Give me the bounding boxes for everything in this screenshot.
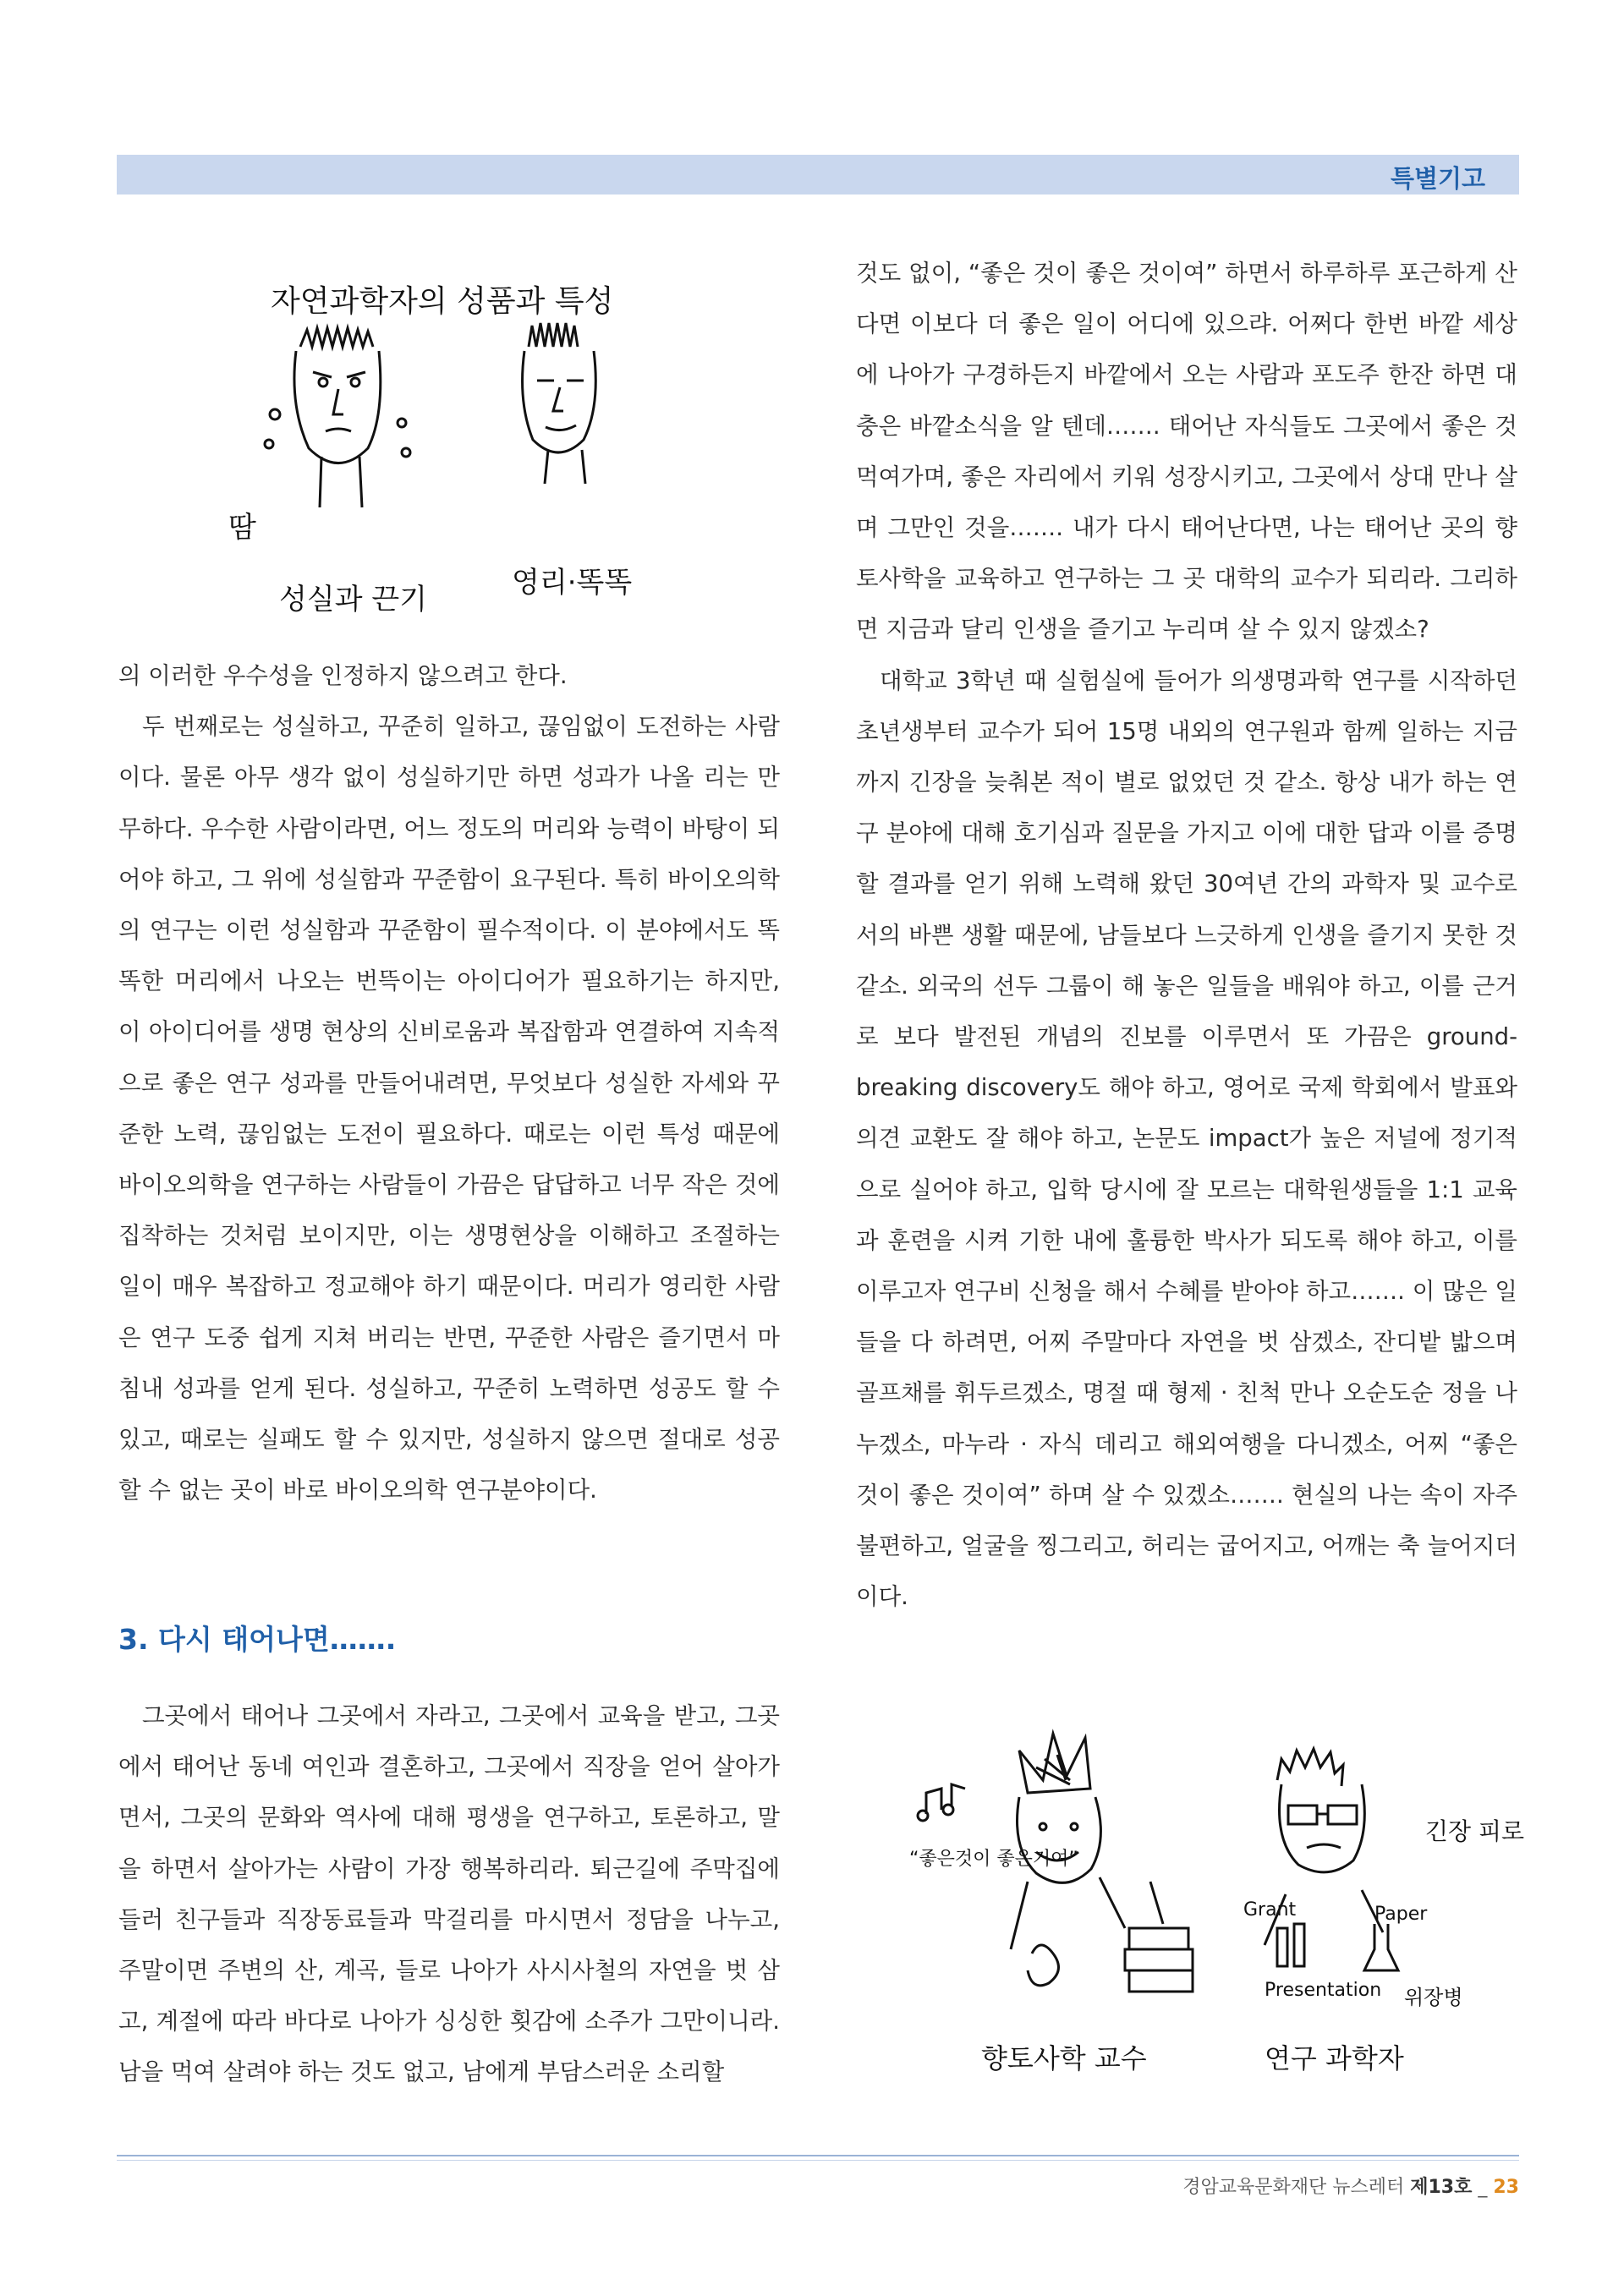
section-tag: 특별기고 [1390,164,1485,193]
issue-number: 제13호 [1410,2177,1473,2198]
professor-scientist-drawing [901,1712,1525,2085]
diligence-label: 성실과 끈기 [279,583,428,616]
paragraph: 두 번째로는 성실하고, 꾸준히 일하고, 끊임없이 도전하는 사람이다. 물론 아무 생각 없이 성실하기만 하면 성과가 나올 리는 만무하다. 우수한 사람이라면, 어느 정도의 머리와 능력이 바탕이 되어야 하고, 그 위에 성실함과 꾸준함이 요구된다. 특히 바이오의학의 연구는 이런 성실함과 꾸준함이 필수적이다. 이 분야에서도 똑똑한 머리에서 나오는 번뜩이는 아이디어가 필요하기는 하지만, 이 아이디어를 생명 현상의 신비로움과 복잡함과 연결하여 지속적으로 좋은 연구 성과를 만들어내려면, 무엇보다 성실한 자세와 꾸준한 노력, 끊임없는 도전이 필요하다. 때로는 이런 특성 때문에 바이오의학을 연구하는 사람들이 가끔은 답답하고 너무 작은 것에 집착하는 것처럼 보이지만, 이는 생명현상을 이해하고 조절하는 일이 매우 복잡하고 정교해야 하기 때문이다. 머리가 영리한 사람은 연구 도중 쉽게 지쳐 버리는 반면, 꾸준한 사람은 즐기면서 마침내 성과를 얻게 된다. 성실하고, 꾸준히 노력하면 성공도 할 수 있고, 때로는 실패도 할 수 있지만, 성실하지 않으면 절대로 성공할 수 없는 곳이 바로 바이오의학 연구분야이다. [118,713,780,1504]
professor-label: 향토사학 교수 [981,2042,1147,2074]
section-heading: 3. 다시 태어나면……. [118,1623,397,1656]
paragraph: 대학교 3학년 때 실험실에 들어가 의생명과학 연구를 시작하던 초년생부터 교수가 되어 15명 내외의 연구원과 함께 일하는 지금까지 긴장을 늦춰본 적이 별로 없었던 것 같소. 항상 내가 하는 연구 분야에 대해 호기심과 질문을 가지고 이에 대한 답과 이를 증명할 결과를 얻기 위해 노력해 왔던 30여년 간의 과학자 및 교수로서의 바쁜 생활 때문에, 남들보다 느긋하게 인생을 즐기지 못한 것 같소. 외국의 선두 그룹이 해 놓은 일들을 배워야 하고, 이를 근거로 보다 발전된 개념의 진보를 이루면서 또 가끔은 ground-breaking discovery도 해야 하고, 영어로 국제 학회에서 발표와 의견 교환도 잘 해야 하고, 논문도 impact가 높은 저널에 정기적으로 실어야 하고, 입학 당시에 잘 모르는 대학원생들을 1:1 교육과 훈련을 시켜 기한 내에 훌륭한 박사가 되도록 해야 하고, 이를 이루고자 연구비 신청을 해서 수혜를 받아야 하고……. 이 많은 일들을 다 하려면, 어찌 주말마다 자연을 벗 삼겠소, 잔디밭 밟으며 골프채를 휘두르겠소, 명절 때 형제 · 친척 만나 오순도순 정을 나누겠소, 마누라 · 자식 데리고 해외여행을 다니겠소, 어찌 “좋은 것이 좋은 것이여” 하며 살 수 있겠소……. 현실의 나는 속이 자주 불편하고, 얼굴을 찡그리고, 허리는 굽어지고, 어깨는 축 늘어지더이다. [856,666,1517,1611]
scientist-traits-drawing [228,254,677,634]
smart-label: 영리·똑똑 [512,566,633,600]
paragraph: 그곳에서 태어나 그곳에서 자라고, 그곳에서 교육을 받고, 그곳에서 태어난 동네 여인과 결혼하고, 그곳에서 직장을 얻어 살아가면서, 그곳의 문화와 역사에 대해 평생을 연구하고, 토론하고, 말을 하면서 살아가는 사람이 가장 행복하리라. 퇴근길에 주막집에 들러 친구들과 직장동료들과 막걸리를 마시면서 정담을 나누고, 주말이면 주변의 산, 계곡, 들로 나아가 사시사철의 자연을 벗 삼고, 계절에 따라 바다로 나아가 싱싱한 횟감에 소주가 그만이니라. 남을 먹여 살려야 하는 것도 없고, 남에게 부담스러운 소리할 [118,1702,780,2086]
tension-label: 긴장 피로 [1425,1817,1525,1845]
smart-face [523,323,596,484]
right-column-body [856,248,1517,1622]
publication-name: 경암교육문화재단 뉴스레터 [1182,2177,1405,2198]
illustration-professor-vs-scientist [901,1712,1525,2085]
grant-label: Grant [1243,1899,1297,1921]
left-column-section3 [118,1690,780,2098]
paragraph: 것도 없이, “좋은 것이 좋은 것이여” 하면서 하루하루 포근하게 산다면 이보다 더 좋은 일이 어디에 있으랴. 어쩌다 한번 바깥 세상에 나아가 구경하든지 바깥에서 오는 사람과 포도주 한잔 하면 대충은 바깥소식을 알 텐데……. 태어난 자식들도 그곳에서 좋은 것 먹여가며, 좋은 자리에서 키워 성장시키고, 그곳에서 상대 만나 살며 그만인 것을……. 내가 다시 태어난다면, 나는 태어난 곳의 향토사학을 교육하고 연구하는 그 곳 대학의 교수가 되리라. 그리하면 지금과 달리 인생을 즐기고 누리며 살 수 있지 않겠소? [856,260,1517,644]
sweat-label: 땀 [228,511,256,545]
paragraph: 의 이러한 우수성을 인정하지 않으려고 한다. [118,662,568,689]
diligent-face [265,328,410,507]
paper-label: Paper [1374,1904,1428,1925]
illustration-caption: 자연과학자의 성품과 특성 [271,284,614,319]
ulcer-label: 위장병 [1404,1986,1463,2009]
presentation-label: Presentation [1265,1980,1382,2001]
scientist-label: 연구 과학자 [1265,2042,1404,2074]
scientist-figure [1265,1749,1398,1970]
page-number: 23 [1493,2177,1519,2198]
left-column-body [118,650,780,1515]
footer [1182,2173,1519,2199]
footer-rule [117,2155,1519,2156]
illustration-scientist-traits [228,254,677,634]
footer-rule-thin [117,2160,1519,2161]
footer-separator: _ [1478,2177,1488,2198]
header-bar [117,155,1519,195]
speech-bubble-text: “좋은것이 좋은거여” [909,1849,1078,1870]
